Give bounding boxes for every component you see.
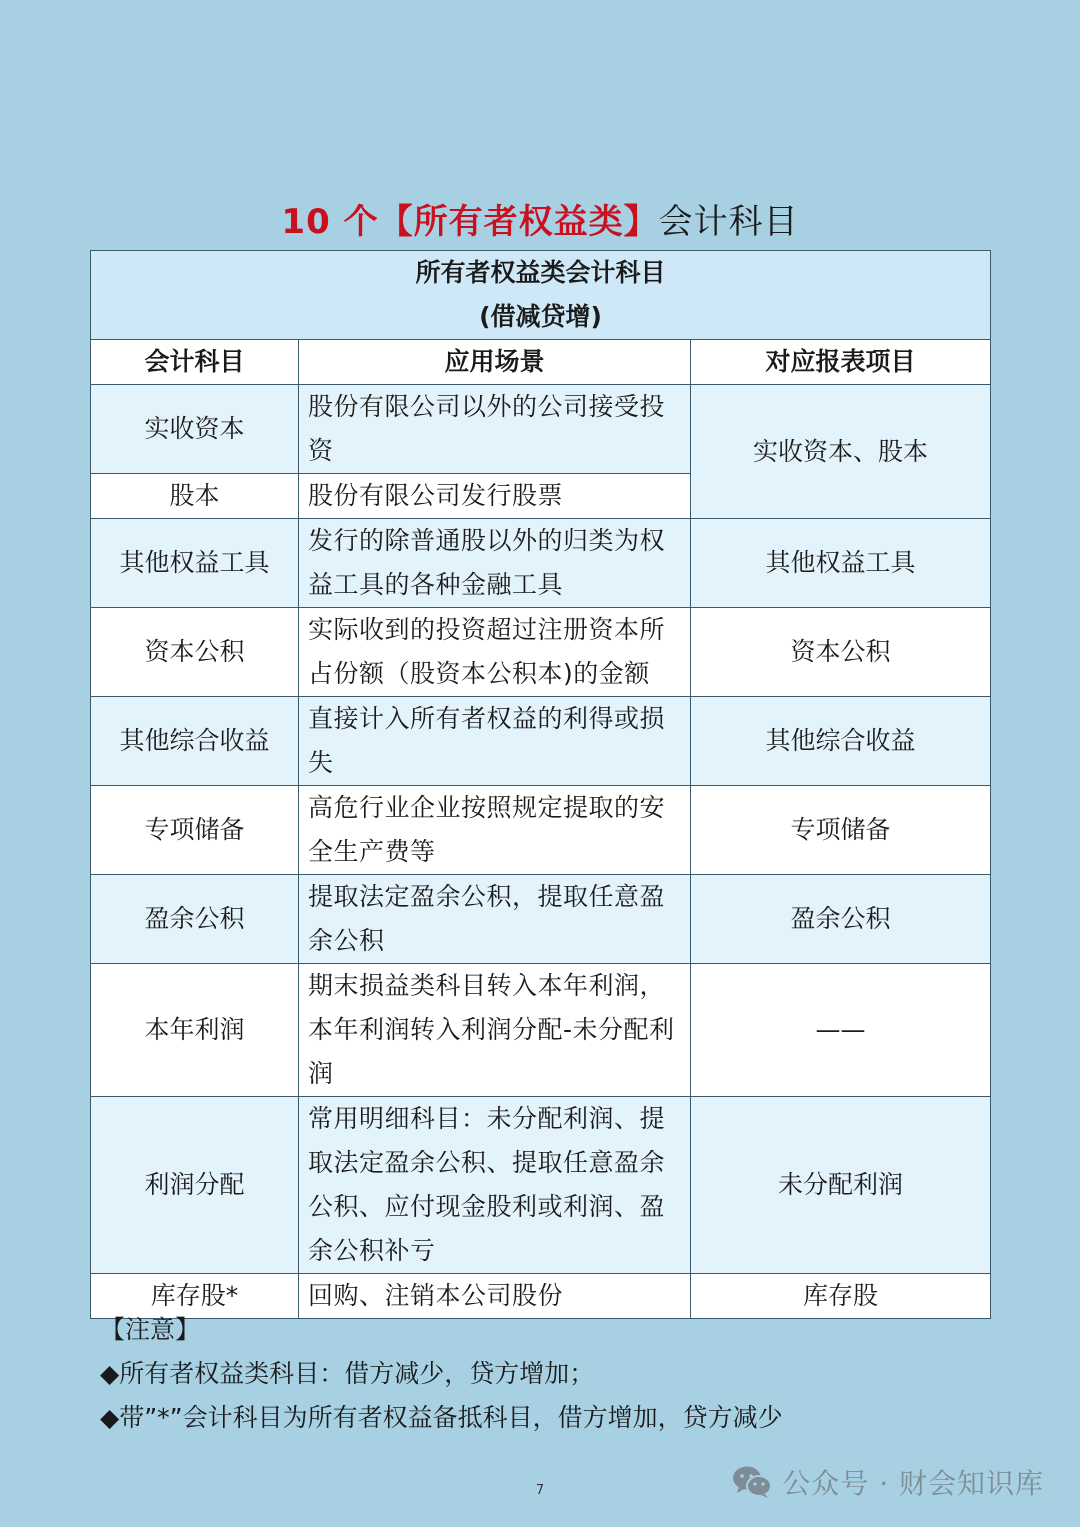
subject-cell: 实收资本: [91, 385, 299, 474]
equity-accounts-table: [90, 250, 991, 1319]
header-scenario: 应用场景: [299, 340, 691, 385]
page-number: 7: [535, 1483, 545, 1498]
report-cell: 盈余公积: [691, 875, 991, 964]
notes-heading: 【注意】: [100, 1315, 201, 1344]
equity-accounts-table-wrapper: [90, 250, 990, 1319]
report-cell: 其他权益工具: [691, 519, 991, 608]
scenario-cell: 直接计入所有者权益的利得或损失: [299, 697, 691, 786]
subject-cell: 利润分配: [91, 1097, 299, 1274]
subject-cell: 本年利润: [91, 964, 299, 1097]
scenario-cell: 常用明细科目：未分配利润、提取法定盈余公积、提取任意盈余公积、应付现金股利或利润、盈余公积补亏: [299, 1097, 691, 1274]
subject-cell: 盈余公积: [91, 875, 299, 964]
note-item: ◆带”*”会计科目为所有者权益备抵科目，借方增加，贷方减少: [100, 1403, 783, 1432]
subject-cell: 其他综合收益: [91, 697, 299, 786]
table-row: [91, 786, 991, 875]
wechat-icon: [732, 1465, 772, 1499]
report-cell: 专项储备: [691, 786, 991, 875]
page-title-highlight: 10 个【所有者权益类】: [281, 202, 659, 242]
table-row: [91, 385, 991, 474]
watermark-text: 公众号 · 财会知识库: [782, 1467, 1044, 1500]
page-title: [0, 196, 1080, 248]
report-cell: 资本公积: [691, 608, 991, 697]
subject-cell: 库存股*: [91, 1274, 299, 1319]
table-row: [91, 608, 991, 697]
table-row: [91, 697, 991, 786]
scenario-cell: 高危行业企业按照规定提取的安全生产费等: [299, 786, 691, 875]
report-cell: ——: [691, 964, 991, 1097]
header-report: 对应报表项目: [691, 340, 991, 385]
watermark: [732, 1462, 1044, 1502]
table-caption-line1: 所有者权益类会计科目: [415, 258, 666, 287]
table-row: [91, 1097, 991, 1274]
scenario-cell: 股份有限公司以外的公司接受投资: [299, 385, 691, 474]
subject-cell: 专项储备: [91, 786, 299, 875]
subject-cell: 股本: [91, 474, 299, 519]
subject-cell: 资本公积: [91, 608, 299, 697]
table-caption: [91, 251, 991, 340]
report-cell: 未分配利润: [691, 1097, 991, 1274]
table-row: [91, 519, 991, 608]
report-cell: 库存股: [691, 1274, 991, 1319]
report-cell: 实收资本、股本: [691, 385, 991, 519]
report-cell: 其他综合收益: [691, 697, 991, 786]
page-title-rest: 会计科目: [658, 202, 799, 242]
scenario-cell: 股份有限公司发行股票: [299, 474, 691, 519]
table-caption-line2: (借减贷增): [479, 302, 602, 331]
table-row: [91, 964, 991, 1097]
scenario-cell: 发行的除普通股以外的归类为权益工具的各种金融工具: [299, 519, 691, 608]
notes-section: [100, 1308, 980, 1440]
scenario-cell: 期末损益类科目转入本年利润，本年利润转入利润分配-未分配利润: [299, 964, 691, 1097]
scenario-cell: 提取法定盈余公积，提取任意盈余公积: [299, 875, 691, 964]
scenario-cell: 回购、注销本公司股份: [299, 1274, 691, 1319]
scenario-cell: 实际收到的投资超过注册资本所占份额（股资本公积本)的金额: [299, 608, 691, 697]
subject-cell: 其他权益工具: [91, 519, 299, 608]
header-subject: 会计科目: [91, 340, 299, 385]
table-header-row: [91, 340, 991, 385]
table-row: [91, 875, 991, 964]
note-item: ◆所有者权益类科目：借方减少，贷方增加；: [100, 1359, 595, 1388]
